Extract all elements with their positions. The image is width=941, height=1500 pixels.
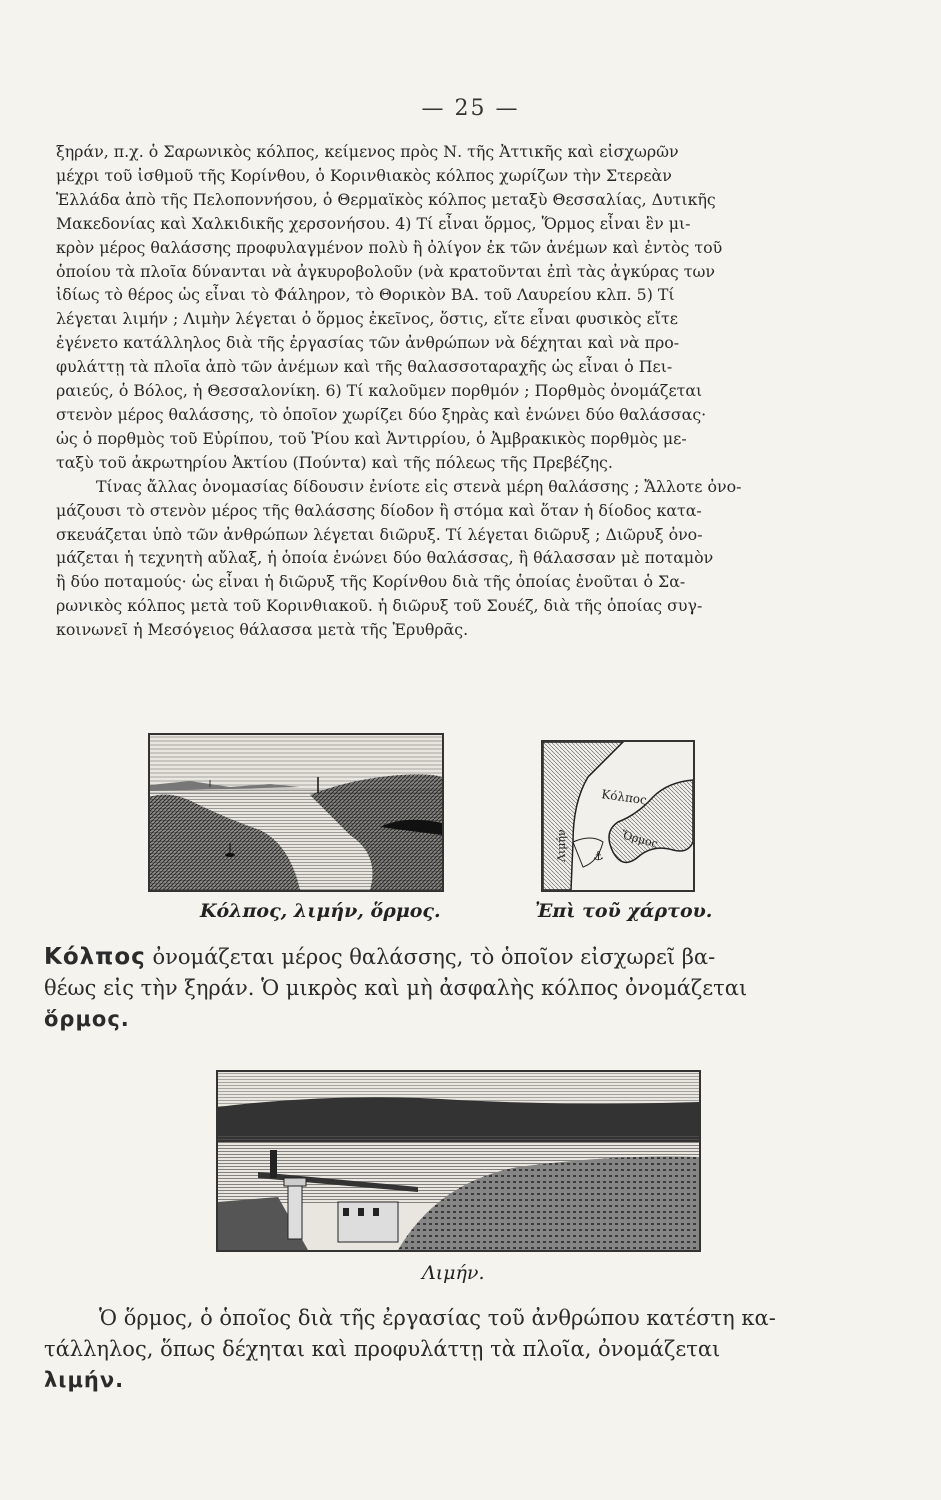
text-line: μάζουσι τὸ στενὸν μέρος τῆς θαλάσσης δίοδον ἢ στόμα καὶ ὅταν ἡ δίοδος κατα- [56,500,702,520]
harbor-caption: Λιμήν. [422,1262,485,1284]
text-line: μάζεται ἡ τεχνητὴ αὔλαξ, ἡ ὁποία ἑνώνει δύο θαλάσσας, ἢ θάλασσαν μὲ ποταμὸν [56,548,714,568]
text-line: Ὁ ὅρμος, ὁ ὁποῖος διὰ τῆς ἐργασίας τοῦ ἀνθρώπου κατέστη κα- [99,1306,776,1330]
text-line: Μακεδονίας καὶ Χαλκιδικῆς χερσονήσου. 4) Τί εἶναι ὅρμος, Ὅρμος εἶναι ἓν μι- [56,213,691,233]
text-line: ἰδίως τὸ θέρος ὡς εἶναι τὸ Φάληρον, τὸ Θορικὸν ΒΑ. τοῦ Λαυρείου κλπ. 5) Τί [56,285,675,305]
text-line: ταξὺ τοῦ ἀκρωτηρίου Ἀκτίου (Πούντα) καὶ τῆς πόλεως τῆς Πρεβέζης. [56,452,613,472]
text-line: ραιεύς, ὁ Βόλος, ἡ Θεσσαλονίκη. 6) Τί καλοῦμεν πορθμόν ; Πορθμὸς ὀνομάζεται [56,381,703,401]
text-line: ξηράν, π.χ. ὁ Σαρωνικὸς κόλπος, κείμενος πρὸς Ν. τῆς Ἀττικῆς καὶ εἰσχωρῶν [56,142,679,161]
definition-harbor-paragraph [44,1303,892,1396]
text-line: θέως εἰς τὴν ξηράν. Ὁ μικρὸς καὶ μὴ ἀσφαλὴς κόλπος ὀνομάζεται [44,976,748,1000]
term-gulf: Κόλπος [44,944,146,970]
text-line: σκευάζεται ὑπὸ τῶν ἀνθρώπων λέγεται διῶρυξ. Τί λέγεται διῶρυξ ; Διῶρυξ ὀνο- [56,524,703,544]
text-line: ὁποίου τὰ πλοῖα δύνανται νὰ ἀγκυροβολοῦν (νὰ κρατοῦνται ἐπὶ τὰς ἀγκύρας των [56,261,715,281]
text-line: ρωνικὸς κόλπος μετὰ τοῦ Κορινθιακοῦ. ἡ διῶρυξ τοῦ Σουέζ, διὰ τῆς ὁποίας συγ- [56,596,703,616]
text-line: φυλάττῃ τὰ πλοῖα ἀπὸ τῶν ἀνέμων καὶ τῆς θαλασσοταραχῆς ὡς εἶναι ὁ Πει- [56,357,673,377]
text-line: ἐγένετο κατάλληλος διὰ τῆς ἐργασίας τῶν ἀνθρώπων νὰ δέχηται καὶ νὰ προ- [56,333,680,353]
definition-gulf-paragraph [44,942,892,1035]
text-line: μέχρι τοῦ ἰσθμοῦ τῆς Κορίνθου, ὁ Κορινθιακὸς κόλπος χωρίζων τὴν Στερεὰν [56,165,672,185]
harbor-figure [216,1070,701,1252]
text-fragment: ὀνομάζεται μέρος θαλάσσης, τὸ ὁποῖον εἰσχωρεῖ βα- [145,945,716,969]
map-figure [541,740,695,892]
text-line: κρὸν μέρος θαλάσσης προφυλαγμένον πολὺ ἢ ὀλίγον ἐκ τῶν ἀνέμων καὶ ἐντὸς τοῦ [56,237,723,257]
text-line: τάλληλος, ὅπως δέχηται καὶ προφυλάττῃ τὰ πλοῖα, ὀνομάζεται [44,1337,721,1361]
text-line: κοινωνεῖ ἡ Μεσόγειος θάλασσα μετὰ τῆς Ἐρυθρᾶς. [56,620,469,640]
text-line: ὡς ὁ πορθμὸς τοῦ Εὐρίπου, τοῦ Ῥίου καὶ Ἀντιρρίου, ὁ Ἀμβρακικὸς πορθμὸς με- [56,428,687,448]
text-line: Ἑλλάδα ἀπὸ τῆς Πελοποννήσου, ὁ Θερμαϊκὸς κόλπος μεταξὺ Θεσσαλίας, Δυτικῆς [56,189,716,209]
gulf-landscape-figure [148,733,444,892]
map-label-gulf: Κόλπος [600,787,648,808]
term-harbor: λιμήν. [44,1368,125,1392]
svg-text:⚓: ⚓ [593,849,604,863]
page-number: — 25 — [421,96,520,121]
map-label-harbor: Λιμήν [555,829,568,862]
text-line: Τίνας ἄλλας ὀνομασίας δίδουσιν ἐνίοτε εἰς στενὰ μέρη θαλάσσης ; Ἄλλοτε ὀνο- [96,476,742,496]
body-text-upper [56,140,894,642]
gulf-landscape-caption: Κόλπος, λιμήν, ὅρμος. [200,900,441,922]
text-line [44,942,892,973]
text-line: λέγεται λιμήν ; Λιμὴν λέγεται ὁ ὅρμος ἐκεῖνος, ὅστις, εἴτε εἶναι φυσικὸς εἴτε [56,309,678,329]
map-label-bay: Ὅρμος [620,828,660,851]
text-line: στενὸν μέρος θαλάσσης, τὸ ὁποῖον χωρίζει δύο ξηρὰς καὶ ἑνώνει δύο θαλάσσας· [56,404,707,424]
map-caption: Ἐπὶ τοῦ χάρτου. [535,900,713,922]
text-line: ἢ δύο ποταμούς· ὡς εἶναι ἡ διῶρυξ τῆς Κορίνθου διὰ τῆς ὁποίας ἑνοῦται ὁ Σα- [56,572,686,592]
term-bay: ὅρμος. [44,1007,130,1031]
